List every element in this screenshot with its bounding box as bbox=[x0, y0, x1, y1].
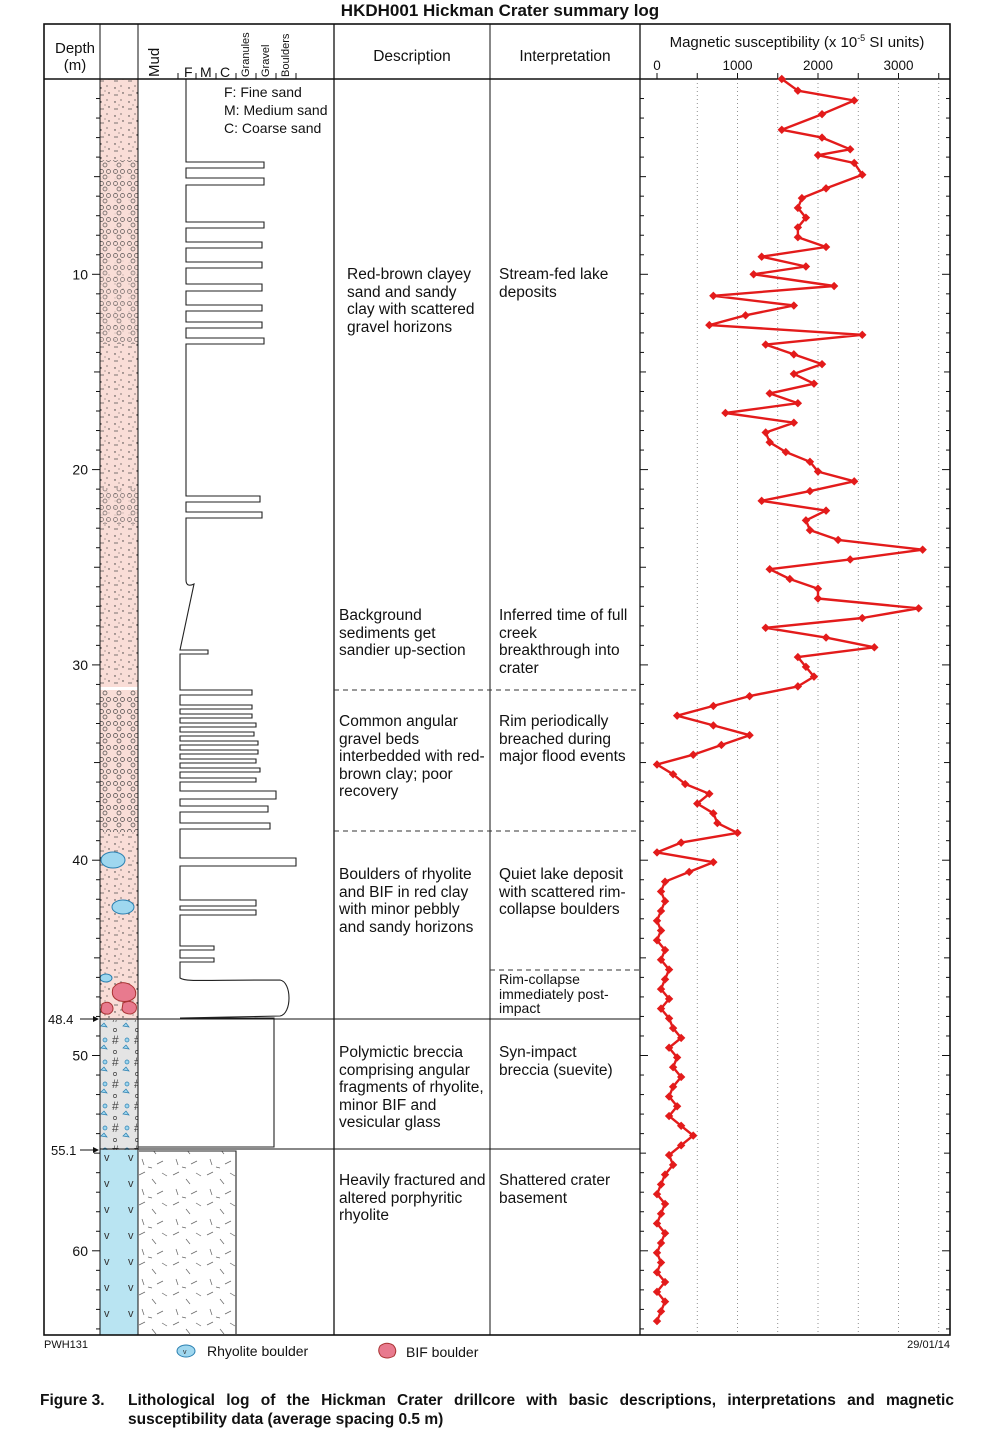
magnetic-data-point bbox=[870, 643, 878, 651]
magnetic-data-point bbox=[794, 399, 802, 407]
magnetic-data-point bbox=[814, 585, 822, 593]
depth-tick-label: 10 bbox=[72, 266, 88, 283]
magnetic-series-line bbox=[657, 79, 923, 1321]
rhyolite-boulder-icon bbox=[100, 974, 112, 982]
legend-bif-label: BIF boulder bbox=[406, 1344, 479, 1360]
gravel-header: Gravel bbox=[260, 44, 272, 77]
magnetic-data-point bbox=[745, 731, 753, 739]
contact-arrow-head bbox=[93, 1147, 99, 1153]
figure-title: HKDH001 Hickman Crater summary log bbox=[340, 1, 660, 20]
boulders-header: Boulders bbox=[280, 33, 292, 77]
unit-1-description: Red-brown clayey sand and sandy clay with scattered gravel horizons bbox=[347, 266, 475, 336]
magnetic-data-point bbox=[834, 536, 842, 544]
magnetic-data-point bbox=[657, 926, 665, 934]
magnetic-data-point bbox=[790, 301, 798, 309]
depth-unit-header: (m) bbox=[63, 57, 87, 74]
magnetic-data-point bbox=[858, 331, 866, 339]
magnetic-data-point bbox=[705, 321, 713, 329]
magnetic-x-tick-label: 0 bbox=[653, 58, 661, 73]
unit-2-description: Background sediments get sandier up-section bbox=[339, 607, 466, 659]
magnetic-data-point bbox=[914, 604, 922, 612]
magnetic-units: SI units) bbox=[869, 34, 925, 51]
magnetic-data-point bbox=[657, 1307, 665, 1315]
magnetic-data-point bbox=[661, 897, 669, 905]
magnetic-data-point bbox=[673, 711, 681, 719]
magnetic-data-point bbox=[713, 819, 721, 827]
magnetic-data-point bbox=[778, 126, 786, 134]
lithology-breccia bbox=[100, 1020, 138, 1150]
magnetic-data-point bbox=[761, 428, 769, 436]
magnetic-data-point bbox=[846, 145, 854, 153]
lithology-gravel-c bbox=[100, 488, 138, 524]
magnetic-data-point bbox=[709, 702, 717, 710]
depth-tick-label: 40 bbox=[72, 852, 88, 869]
magnetic-data-point bbox=[822, 184, 830, 192]
depth-tick-label: 20 bbox=[72, 461, 88, 478]
magnetic-header bbox=[670, 33, 925, 51]
depth-tick-label: 30 bbox=[72, 656, 88, 673]
interpretation-header: Interpretation bbox=[519, 48, 611, 65]
depth-tick-label: 50 bbox=[72, 1047, 88, 1064]
legend-rhyolite-v: v bbox=[183, 1349, 187, 1356]
fine-sand-key: F: Fine sand bbox=[224, 84, 302, 100]
basement-rock-texture bbox=[139, 1151, 236, 1334]
magnetic-data-point bbox=[657, 1239, 665, 1247]
magnetic-data-point bbox=[657, 1209, 665, 1217]
unit-7-description: Heavily fractured and altered porphyritic rhyolite bbox=[339, 1172, 486, 1224]
magnetic-data-point bbox=[709, 292, 717, 300]
magnetic-data-point bbox=[806, 526, 814, 534]
magnetic-grid bbox=[697, 79, 939, 1335]
unit-4-description: Boulders of rhyolite and BIF in red clay with minor pebbly and sandy horizons bbox=[339, 866, 474, 936]
lithology-gravel-d bbox=[100, 690, 138, 832]
unit-7-interpretation: Shattered crater basement bbox=[499, 1172, 611, 1207]
bif-boulder-icon bbox=[101, 1002, 113, 1014]
magnetic-data-point bbox=[657, 1258, 665, 1266]
magnetic-data-point bbox=[818, 110, 826, 118]
magnetic-data-point bbox=[749, 270, 757, 278]
magnetic-data-point bbox=[733, 829, 741, 837]
magnetic-x-tick-label: 2000 bbox=[802, 58, 834, 73]
magnetic-data-point bbox=[850, 96, 858, 104]
magnetic-data-point bbox=[790, 370, 798, 378]
magnetic-data-point bbox=[846, 555, 854, 563]
magnetic-data-point bbox=[918, 545, 926, 553]
magnetic-data-point bbox=[689, 751, 697, 759]
magnetic-data-point bbox=[810, 379, 818, 387]
magnetic-data-point bbox=[786, 575, 794, 583]
magnetic-data-point bbox=[818, 360, 826, 368]
magnetic-data-point bbox=[814, 151, 822, 159]
caption-text: Lithological log of the Hickman Crater drillcore with basic descriptions, interpretations and magnetic susceptibility data (average spacing 0.5 m) bbox=[128, 1392, 954, 1428]
depth-axis bbox=[72, 99, 100, 1329]
depth-tick-label: 60 bbox=[72, 1242, 88, 1259]
magnetic-data-point bbox=[830, 282, 838, 290]
magnetic-x-tick-label: 1000 bbox=[722, 58, 753, 73]
magnetic-data-point bbox=[858, 614, 866, 622]
lithology-basement bbox=[100, 1150, 138, 1335]
magnetic-data-point bbox=[677, 838, 685, 846]
grain-size-profile bbox=[138, 79, 296, 1334]
magnetic-data-point bbox=[717, 741, 725, 749]
magnetic-data-point bbox=[790, 350, 798, 358]
magnetic-data-point bbox=[766, 565, 774, 573]
magnetic-data-point bbox=[850, 477, 858, 485]
magnetic-x-axis bbox=[653, 58, 939, 79]
magnetic-data-point bbox=[790, 419, 798, 427]
unit-5-interpretation: Rim-collapse immediately post-impact bbox=[499, 971, 609, 1016]
medium-sand-header: M bbox=[200, 64, 212, 80]
legend-bif-icon bbox=[379, 1343, 396, 1358]
granules-header: Granules bbox=[240, 32, 252, 77]
magnetic-data-point bbox=[721, 409, 729, 417]
magnetic-data-point bbox=[653, 848, 661, 856]
unit-2-interpretation: Inferred time of full creek breakthrough into crater bbox=[499, 607, 628, 677]
bif-boulder-icon bbox=[122, 1001, 136, 1014]
contact-depth-48: 48.4 bbox=[48, 1012, 74, 1027]
magnetic-data-point bbox=[757, 253, 765, 261]
magnetic-exponent: -5 bbox=[857, 33, 866, 43]
magnetic-data-point bbox=[822, 506, 830, 514]
magnetic-data-point bbox=[794, 233, 802, 241]
mud-header: Mud bbox=[146, 47, 163, 77]
magnetic-data-point bbox=[661, 975, 669, 983]
unit-4-interpretation: Quiet lake deposit with scattered rim-collapse boulders bbox=[499, 866, 626, 918]
magnetic-data-point bbox=[818, 133, 826, 141]
coarse-sand-header: C bbox=[220, 64, 231, 80]
magnetic-data-point bbox=[761, 340, 769, 348]
magnetic-data-point bbox=[757, 497, 765, 505]
description-header: Description bbox=[373, 48, 451, 65]
magnetic-data-point bbox=[822, 633, 830, 641]
magnetic-title: Magnetic susceptibility (x 10 bbox=[669, 34, 858, 51]
unit-3-interpretation: Rim periodically breached during major flood events bbox=[499, 713, 626, 765]
legend-rhyolite-label: Rhyolite boulder bbox=[207, 1343, 309, 1359]
unit-6-description: Polymictic breccia comprising angular fragments of rhyolite, minor BIF and vesicular glass bbox=[339, 1044, 484, 1131]
fine-sand-header: F bbox=[184, 64, 193, 80]
magnetic-data-point bbox=[653, 1249, 661, 1257]
magnetic-data-point bbox=[822, 243, 830, 251]
magnetic-data-point bbox=[653, 917, 661, 925]
lithology-gravel-a bbox=[100, 160, 138, 265]
magnetic-data-point bbox=[741, 311, 749, 319]
lithology-gravel-b bbox=[100, 264, 138, 344]
magnetic-data-point bbox=[661, 877, 669, 885]
caption-label: Figure 3. bbox=[40, 1392, 105, 1409]
footer-code: PWH131 bbox=[44, 1339, 89, 1351]
magnetic-data-point bbox=[653, 1317, 661, 1325]
footer-date: 29/01/14 bbox=[907, 1339, 950, 1351]
magnetic-data-point bbox=[798, 194, 806, 202]
medium-sand-key: M: Medium sand bbox=[224, 102, 328, 118]
rhyolite-boulder-icon bbox=[101, 852, 125, 868]
magnetic-data-point bbox=[802, 262, 810, 270]
unit-6-interpretation: Syn-impact breccia (suevite) bbox=[499, 1044, 613, 1079]
unit-1-interpretation: Stream-fed lake deposits bbox=[499, 266, 609, 301]
magnetic-data-point bbox=[709, 721, 717, 729]
magnetic-data-point bbox=[657, 907, 665, 915]
magnetic-data-point bbox=[657, 887, 665, 895]
magnetic-data-point bbox=[709, 858, 717, 866]
grain-size-header-ticks bbox=[178, 73, 296, 79]
magnetic-data-point bbox=[814, 594, 822, 602]
magnetic-data-point bbox=[685, 868, 693, 876]
rhyolite-boulder-icon bbox=[112, 900, 134, 914]
magnetic-data-point bbox=[657, 1180, 665, 1188]
contact-depth-55: 55.1 bbox=[51, 1143, 77, 1158]
unit-3-description: Common angular gravel beds interbedded with red-brown clay; poor recovery bbox=[339, 713, 485, 800]
depth-header: Depth bbox=[54, 40, 96, 57]
magnetic-data-point bbox=[766, 389, 774, 397]
magnetic-data-point bbox=[745, 692, 753, 700]
magnetic-data-point bbox=[806, 487, 814, 495]
magnetic-x-tick-label: 3000 bbox=[883, 58, 914, 73]
magnetic-data-point bbox=[802, 516, 810, 524]
magnetic-data-point bbox=[761, 624, 769, 632]
coarse-sand-key: C: Coarse sand bbox=[224, 120, 322, 136]
